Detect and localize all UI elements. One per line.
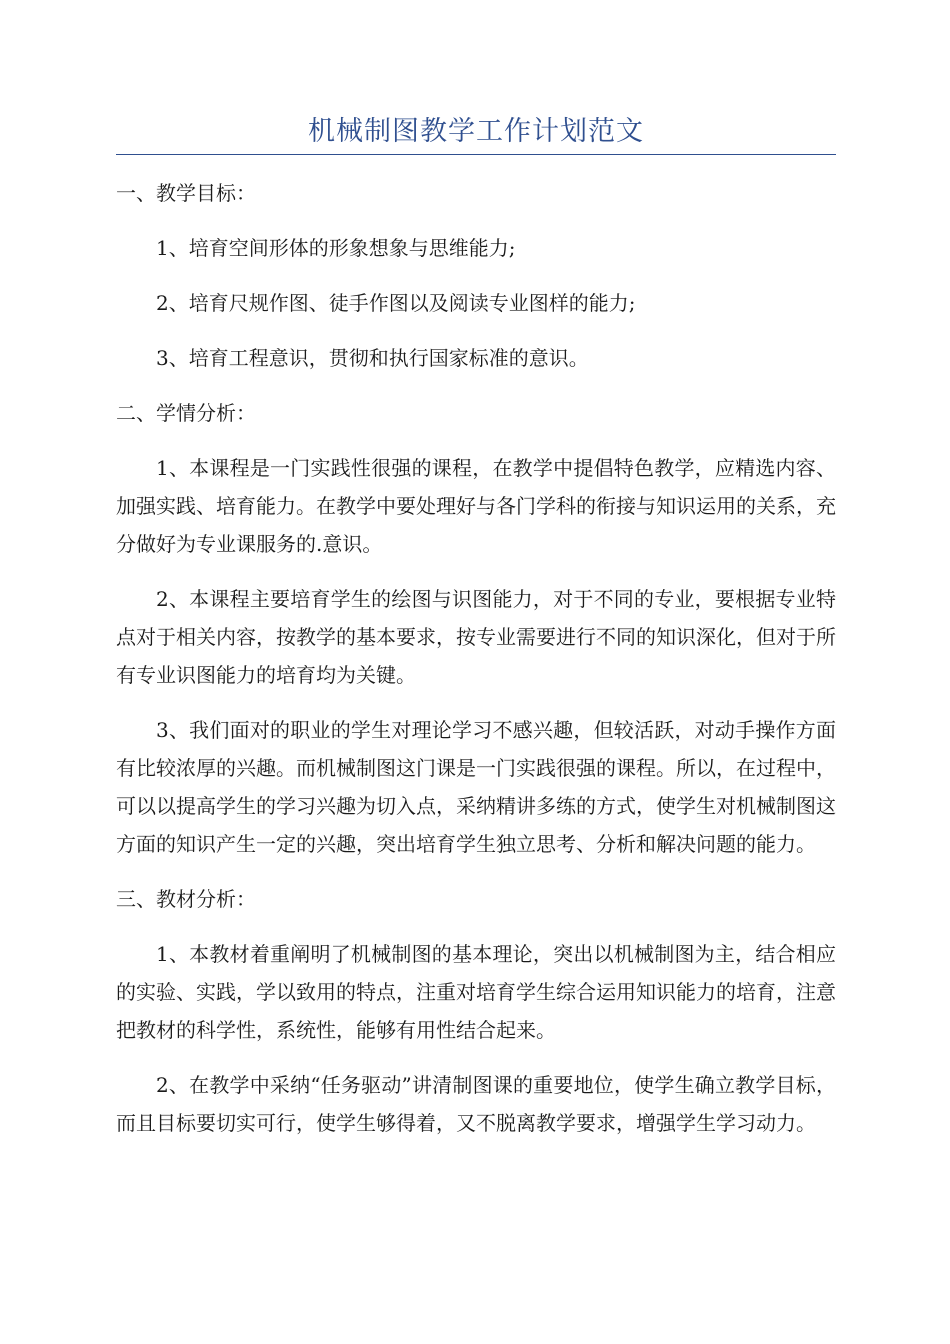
section-heading: 一、教学目标：	[116, 181, 256, 205]
list-item: 2、培育尺规作图、徒手作图以及阅读专业图样的能力;	[156, 291, 636, 315]
list-item: 2、在教学中采纳“任务驱动”讲清制图课的重要地位，使学生确立教学目标，而且目标要切实可行，使学生够得着，又不脱离教学要求，增强学生学习动力。	[116, 1073, 836, 1135]
title-underline	[116, 154, 836, 155]
list-item: 2、本课程主要培育学生的绘图与识图能力，对于不同的专业，要根据专业特点对于相关内容，按教学的基本要求，按专业需要进行不同的知识深化，但对于所有专业识图能力的培育均为关键。	[116, 587, 836, 687]
list-item: 3、培育工程意识，贯彻和执行国家标准的意识。	[156, 346, 589, 370]
section-student-analysis	[116, 394, 836, 863]
section-textbook-analysis	[116, 880, 836, 1142]
list-item: 3、我们面对的职业的学生对理论学习不感兴趣，但较活跃，对动手操作方面有比较浓厚的兴趣。而机械制图这门课是一门实践很强的课程。所以，在过程中，可以以提高学生的学习兴趣为切入点，采纳精讲多练的方式，使学生对机械制图这方面的知识产生一定的兴趣，突出培育学生独立思考、分析和解决问题的能力。	[116, 718, 836, 856]
section-heading: 三、教材分析：	[116, 887, 256, 911]
document-body	[116, 174, 836, 1159]
list-item: 1、本课程是一门实践性很强的课程，在教学中提倡特色教学，应精选内容、加强实践、培育能力。在教学中要处理好与各门学科的衔接与知识运用的关系，充分做好为专业课服务的.意识。	[116, 456, 836, 556]
section-heading: 二、学情分析：	[116, 401, 256, 425]
document-title: 机械制图教学工作计划范文	[308, 116, 644, 147]
section-teaching-goals	[116, 174, 836, 377]
list-item: 1、培育空间形体的形象想象与思维能力;	[156, 236, 516, 260]
list-item: 1、本教材着重阐明了机械制图的基本理论，突出以机械制图为主，结合相应的实验、实践，学以致用的特点，注重对培育学生综合运用知识能力的培育，注意把教材的科学性，系统性，能够有用性结合起来。	[116, 942, 836, 1042]
